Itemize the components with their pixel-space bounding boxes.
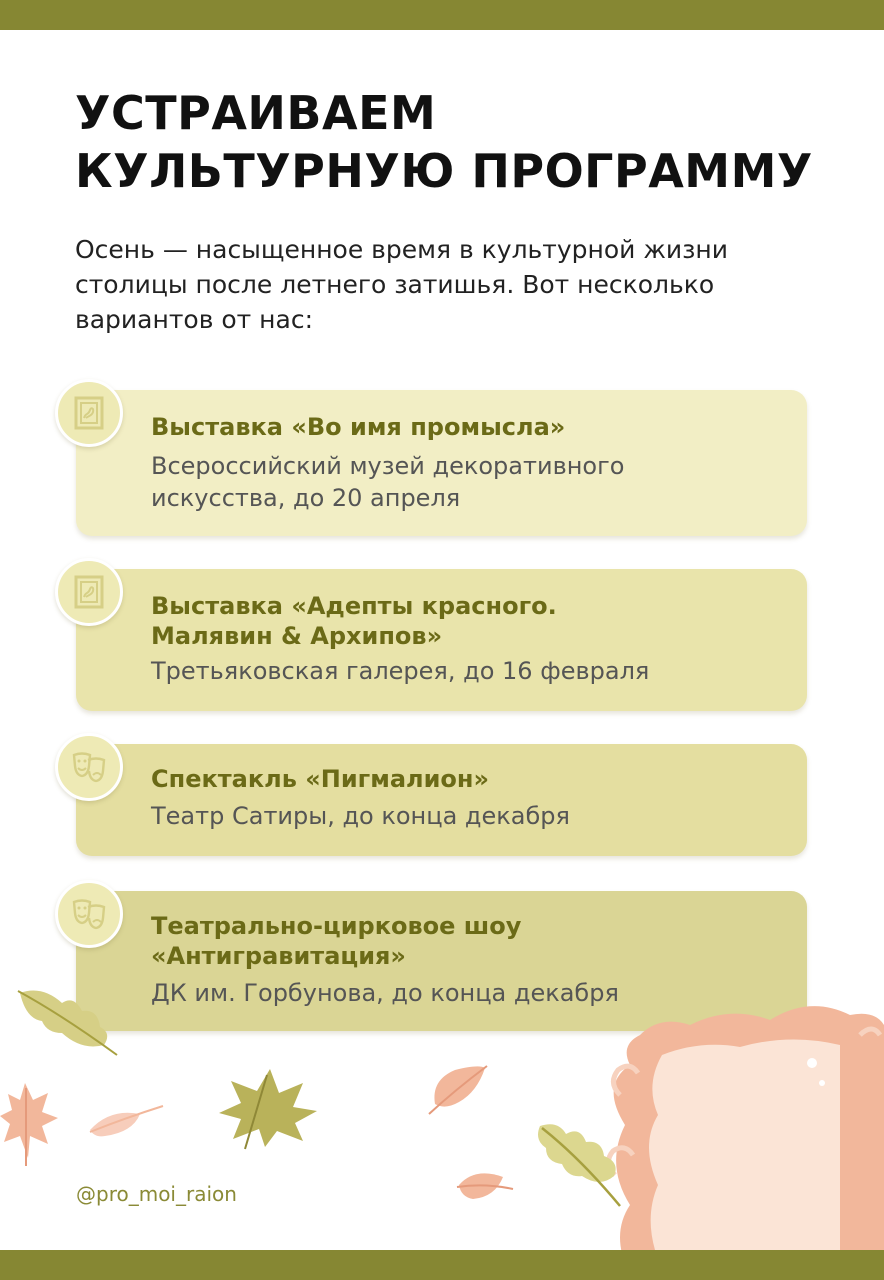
event-3-heading: Спектакль «Пигмалион» bbox=[151, 765, 489, 793]
leaf-icon bbox=[85, 1100, 165, 1140]
event-3-sub-line-1: Театр Сатиры, до конца декабря bbox=[151, 802, 570, 830]
event-2-sub-line-1: Третьяковская галерея, до 16 февраля bbox=[151, 657, 650, 685]
maple-leaf-icon bbox=[0, 1078, 60, 1168]
event-4-sub-line-1: ДК им. Горбунова, до конца декабря bbox=[151, 979, 619, 1007]
event-card-3 bbox=[76, 744, 807, 856]
intro-line-2: столицы после летнего затишья. Вот несколько bbox=[75, 270, 715, 299]
picture-frame-icon bbox=[55, 558, 123, 626]
intro-line-1: Осень — насыщенное время в культурной жизни bbox=[75, 235, 729, 264]
oak-leaf-icon bbox=[12, 985, 122, 1060]
oak-leaf-icon bbox=[530, 1118, 625, 1208]
leaf-icon bbox=[425, 1062, 490, 1117]
event-2-heading-line-2: Малявин & Архипов» bbox=[151, 622, 443, 650]
title-line-2: КУЛЬТУРНУЮ ПРОГРАММУ bbox=[75, 144, 813, 198]
maple-leaf-icon bbox=[215, 1065, 320, 1150]
event-1-sub-line-2: искусства, до 20 апреля bbox=[151, 484, 461, 512]
event-card-1 bbox=[76, 390, 807, 536]
page-title bbox=[75, 84, 835, 200]
event-4-heading-line-1: Театрально-цирковое шоу bbox=[151, 912, 522, 940]
leaf-icon bbox=[455, 1165, 515, 1205]
event-4-heading-line-2: «Антигравитация» bbox=[151, 942, 406, 970]
bottom-band bbox=[0, 1250, 884, 1280]
picture-frame-icon bbox=[55, 379, 123, 447]
ornate-frame-illustration bbox=[600, 975, 884, 1275]
intro-line-3: вариантов от нас: bbox=[75, 305, 314, 334]
event-2-heading-line-1: Выставка «Адепты красного. bbox=[151, 592, 557, 620]
social-handle: @pro_moi_raion bbox=[76, 1182, 237, 1206]
title-line-1: УСТРАИВАЕМ bbox=[75, 86, 437, 140]
theater-masks-icon bbox=[55, 733, 123, 801]
event-1-heading: Выставка «Во имя промысла» bbox=[151, 413, 566, 441]
event-card-2 bbox=[76, 569, 807, 711]
event-1-sub-line-1: Всероссийский музей декоративного bbox=[151, 452, 625, 480]
top-band bbox=[0, 0, 884, 30]
theater-masks-icon bbox=[55, 880, 123, 948]
intro-text bbox=[75, 232, 835, 337]
